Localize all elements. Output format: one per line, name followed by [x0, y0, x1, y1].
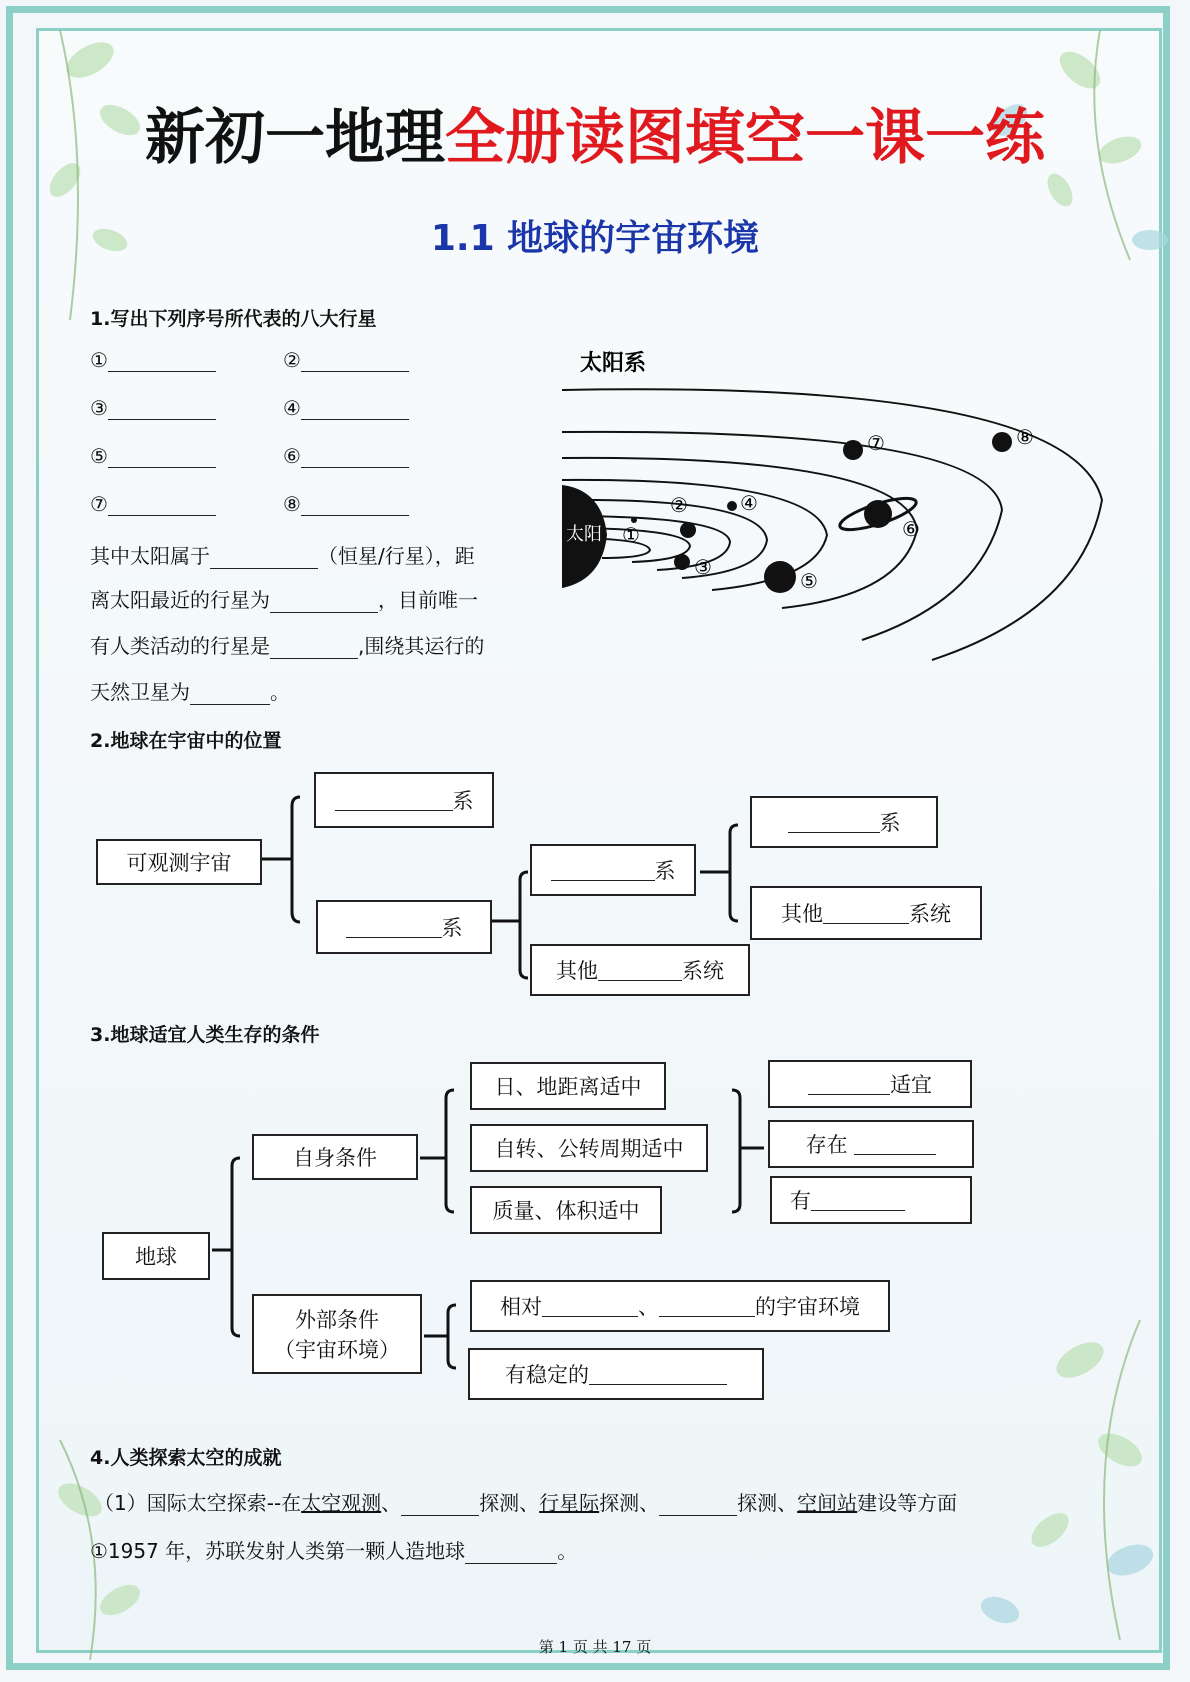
- q1-item-2: ②: [283, 348, 409, 372]
- solar-title: 太阳系: [580, 351, 647, 376]
- q1-item-5: ⑤: [90, 444, 216, 468]
- q3-box-self: 自身条件: [252, 1134, 418, 1180]
- page-number: 第 1 页 共 17 页: [538, 1638, 652, 1656]
- planet-label-3: ③: [694, 555, 712, 579]
- q1-item-3: ③: [90, 396, 216, 420]
- q2-box-other-2: 其他 系统: [750, 886, 982, 940]
- q3-box-c2: 自转、公转周期适中: [470, 1124, 708, 1172]
- q1-line-3: 有人类活动的行星是 ,围绕其运行的: [90, 634, 485, 658]
- sun-label: 太阳: [566, 524, 602, 545]
- planet-label-1: ①: [622, 523, 640, 547]
- q3-heading: 3.地球适宜人类生存的条件: [90, 1024, 320, 1046]
- planet-label-5: ⑤: [800, 569, 818, 593]
- q3-box-e1: 相对 、 的宇宙环境: [470, 1280, 890, 1332]
- q2-box-mid-sub: 系: [530, 844, 696, 896]
- q4-line-1: （1）国际太空探索--在太空观测、 探测、行星际探测、 探测、空间站建设等方面: [94, 1491, 958, 1515]
- q1-item-8: ⑧: [283, 492, 409, 516]
- planet-label-4: ④: [740, 491, 758, 515]
- planet-label-2: ②: [670, 493, 688, 517]
- title-red-part: 全册读图填空一课一练: [445, 103, 1045, 173]
- q3-box-earth: 地球: [102, 1232, 210, 1280]
- q3-box-c3: 质量、体积适中: [470, 1186, 662, 1234]
- q3-box-r1: 适宜: [768, 1060, 972, 1108]
- lesson-subtitle: 1.1 地球的宇宙环境: [430, 218, 760, 259]
- q1-item-1: ①: [90, 348, 216, 372]
- q1-item-4: ④: [283, 396, 409, 420]
- q3-box-r3: 有: [770, 1176, 972, 1224]
- q1-line-4: 天然卫星为 。: [90, 680, 290, 704]
- q1-item-6: ⑥: [283, 444, 409, 468]
- q3-box-e2: 有稳定的: [468, 1348, 764, 1400]
- q3-box-c1: 日、地距离适中: [470, 1062, 666, 1110]
- q2-box-top: 系: [314, 772, 494, 828]
- planet-label-8: ⑧: [1016, 425, 1034, 449]
- q2-box-other-1: 其他 系统: [530, 944, 750, 996]
- q4-line-2: ①1957 年，苏联发射人类第一颗人造地球 。: [90, 1539, 578, 1563]
- planet-label-6: ⑥: [902, 517, 920, 541]
- q1-line-2: 离太阳最近的行星为 ，目前唯一: [90, 588, 478, 612]
- q1-line-1: 其中太阳属于 （恒星/行星），距: [90, 544, 475, 568]
- q4-heading: 4.人类探索太空的成就: [90, 1447, 282, 1469]
- q3-box-r2: 存在: [768, 1120, 974, 1168]
- q3-box-external: 外部条件 （宇宙环境）: [252, 1294, 422, 1374]
- q1-item-7: ⑦: [90, 492, 216, 516]
- q2-box-sub: 系: [750, 796, 938, 848]
- planet-label-7: ⑦: [867, 431, 885, 455]
- q1-heading: 1.写出下列序号所代表的八大行星: [90, 308, 377, 330]
- q2-box-root: 可观测宇宙: [96, 839, 262, 885]
- q2-heading: 2.地球在宇宙中的位置: [90, 730, 282, 752]
- q2-box-mid: 系: [316, 900, 492, 954]
- title-black-part: 新初一地理: [145, 103, 445, 173]
